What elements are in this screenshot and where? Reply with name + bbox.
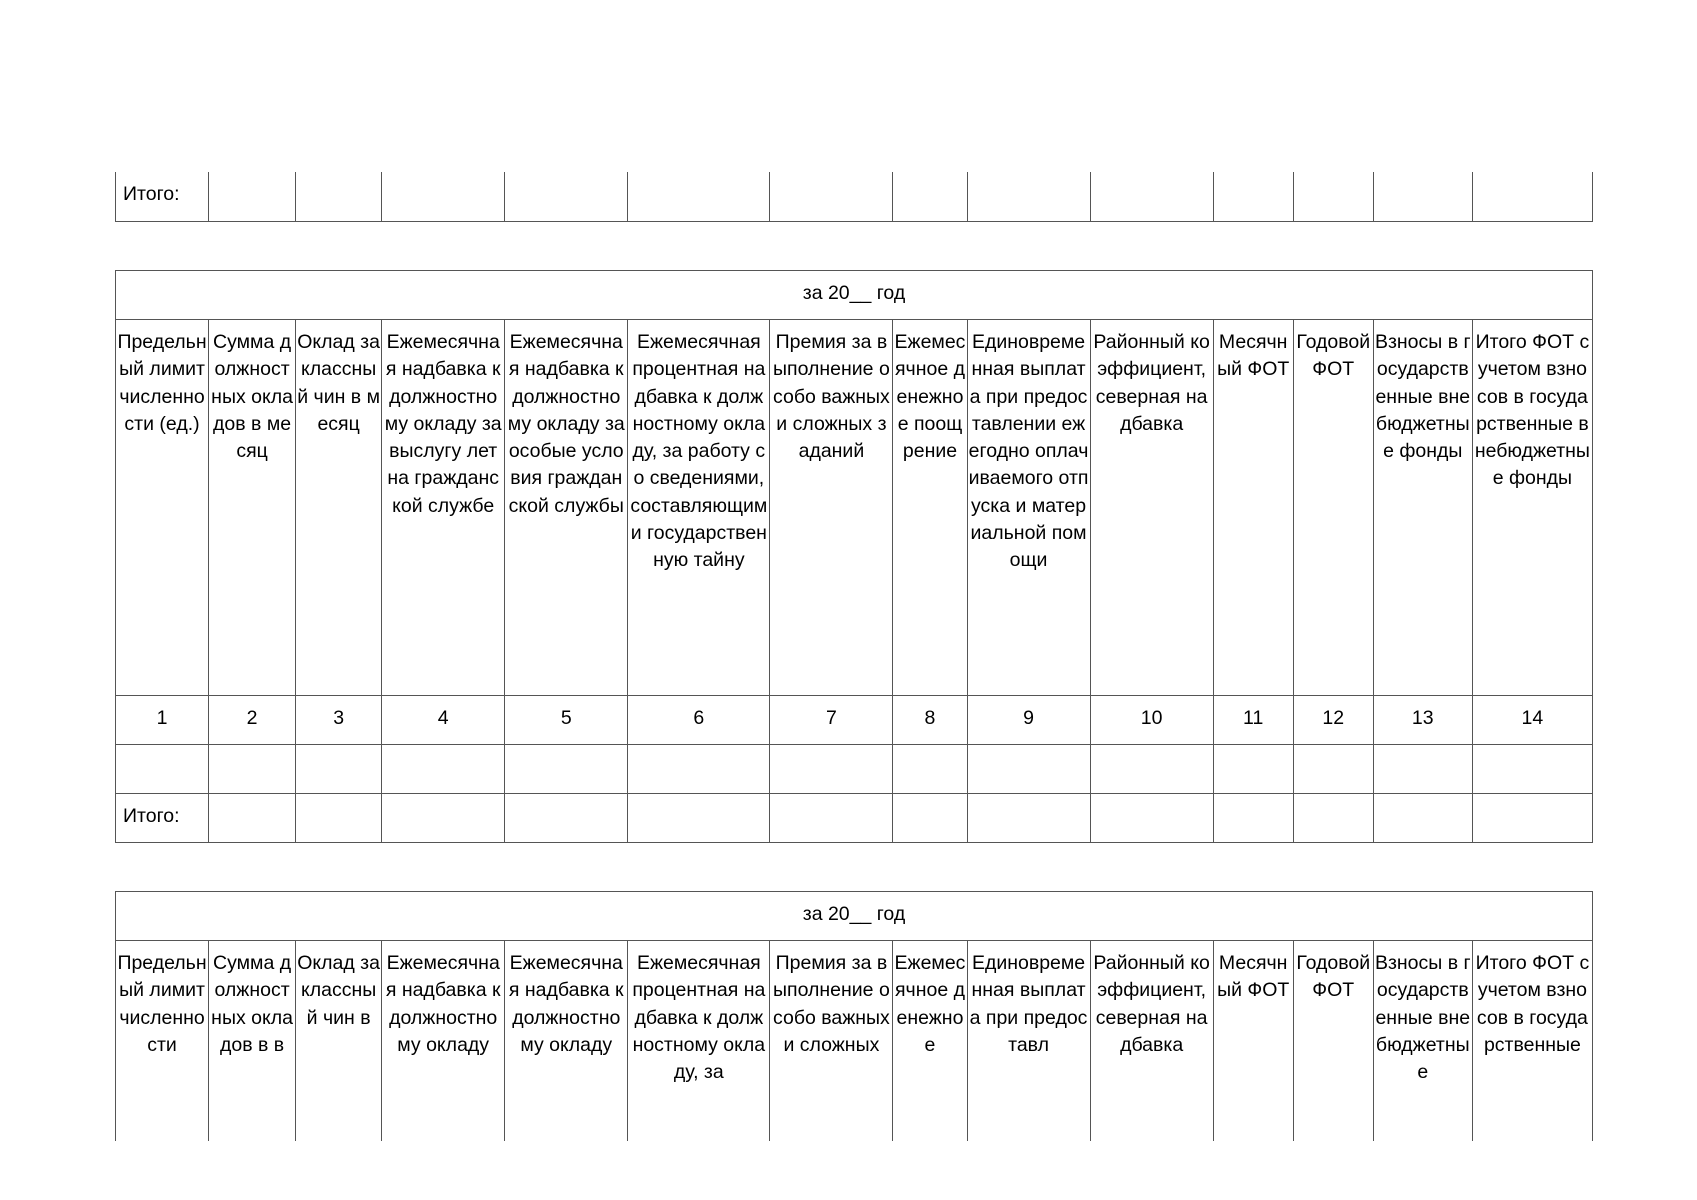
empty-cell[interactable]: [382, 745, 505, 794]
header-cell: Предельный лимит численности (ед.): [116, 320, 209, 696]
empty-cell[interactable]: [770, 745, 893, 794]
empty-cell[interactable]: [116, 745, 209, 794]
header-row: [116, 320, 1593, 696]
total-row: [116, 172, 1593, 221]
header-cell: Годовой ФОТ: [1293, 941, 1373, 1141]
header-cell: Единовременная выплата при предоставлении ежегодно оплачиваемого отпуска и материальной помощи: [967, 320, 1090, 696]
empty-cell[interactable]: [1213, 745, 1293, 794]
total-label: Итого:: [116, 172, 209, 221]
empty-cell[interactable]: [1213, 794, 1293, 843]
empty-cell[interactable]: [893, 172, 967, 221]
column-number-row: [116, 696, 1593, 745]
column-number: 12: [1293, 696, 1373, 745]
empty-cell[interactable]: [967, 794, 1090, 843]
empty-cell[interactable]: [382, 794, 505, 843]
empty-cell[interactable]: [1293, 745, 1373, 794]
empty-cell[interactable]: [628, 172, 770, 221]
column-number: 2: [209, 696, 296, 745]
header-cell: Районный коэффициент, северная надбавка: [1090, 320, 1213, 696]
empty-cell[interactable]: [296, 745, 382, 794]
year-title: за 20__ год: [116, 271, 1593, 320]
header-cell: Ежемесячная процентная надбавка к должностному окладу, за работу со сведениями, составляющими государственную тайну: [628, 320, 770, 696]
column-number: 7: [770, 696, 893, 745]
empty-cell[interactable]: [1472, 172, 1592, 221]
header-cell: Сумма должностных окладов в месяц: [209, 320, 296, 696]
empty-cell[interactable]: [1373, 794, 1472, 843]
empty-cell[interactable]: [893, 745, 967, 794]
data-row: [116, 745, 1593, 794]
header-cell: Предельный лимит численности: [116, 941, 209, 1141]
header-cell: Районный коэффициент, северная надбавка: [1090, 941, 1213, 1141]
header-cell: Ежемесячная надбавка к должностному окладу за особые условия гражданской службы: [505, 320, 628, 696]
empty-cell[interactable]: [1090, 172, 1213, 221]
empty-cell[interactable]: [296, 794, 382, 843]
header-cell: Ежемесячная надбавка к должностному окладу: [382, 941, 505, 1141]
header-cell: Итого ФОТ с учетом взносов в государственные: [1472, 941, 1592, 1141]
column-number: 13: [1373, 696, 1472, 745]
column-number: 8: [893, 696, 967, 745]
column-number: 14: [1472, 696, 1592, 745]
empty-cell[interactable]: [1472, 794, 1592, 843]
empty-cell[interactable]: [770, 794, 893, 843]
empty-cell[interactable]: [296, 172, 382, 221]
empty-cell[interactable]: [1373, 172, 1472, 221]
column-number: 1: [116, 696, 209, 745]
header-cell: Ежемесячная надбавка к должностному окладу: [505, 941, 628, 1141]
empty-cell[interactable]: [382, 172, 505, 221]
header-cell: Единовременная выплата при предоставл: [967, 941, 1090, 1141]
fot-table-year: [115, 270, 1593, 843]
empty-cell[interactable]: [209, 794, 296, 843]
empty-cell[interactable]: [1090, 745, 1213, 794]
header-cell: Ежемесячная процентная надбавка к должностному окладу, за: [628, 941, 770, 1141]
empty-cell[interactable]: [1090, 794, 1213, 843]
header-cell: Сумма должностных окладов в в: [209, 941, 296, 1141]
header-cell: Оклад за классный чин в: [296, 941, 382, 1141]
fot-table-previous-total: [115, 172, 1593, 222]
year-title: за 20__ год: [116, 892, 1593, 941]
empty-cell[interactable]: [628, 745, 770, 794]
column-number: 11: [1213, 696, 1293, 745]
fot-table-year-2: [115, 891, 1593, 1141]
empty-cell[interactable]: [770, 172, 893, 221]
header-cell: Итого ФОТ с учетом взносов в государственные внебюджетные фонды: [1472, 320, 1592, 696]
year-title-row: [116, 892, 1593, 941]
header-cell: Оклад за классный чин в месяц: [296, 320, 382, 696]
header-row: [116, 941, 1593, 1141]
empty-cell[interactable]: [967, 745, 1090, 794]
empty-cell[interactable]: [1472, 745, 1592, 794]
empty-cell[interactable]: [1373, 745, 1472, 794]
empty-cell[interactable]: [1293, 172, 1373, 221]
year-title-row: [116, 271, 1593, 320]
column-number: 5: [505, 696, 628, 745]
empty-cell[interactable]: [893, 794, 967, 843]
total-label: Итого:: [116, 794, 209, 843]
total-row: [116, 794, 1593, 843]
header-cell: Ежемесячная надбавка к должностному окладу за выслугу лет на гражданской службе: [382, 320, 505, 696]
empty-cell[interactable]: [505, 745, 628, 794]
empty-cell[interactable]: [209, 172, 296, 221]
column-number: 4: [382, 696, 505, 745]
header-cell: Премия за выполнение особо важных и сложных: [770, 941, 893, 1141]
empty-cell[interactable]: [628, 794, 770, 843]
header-cell: Месячный ФОТ: [1213, 320, 1293, 696]
column-number: 3: [296, 696, 382, 745]
header-cell: Взносы в государственные внебюджетные фонды: [1373, 320, 1472, 696]
header-cell: Ежемесячное денежное поощрение: [893, 320, 967, 696]
empty-cell[interactable]: [505, 794, 628, 843]
empty-cell[interactable]: [209, 745, 296, 794]
column-number: 6: [628, 696, 770, 745]
empty-cell[interactable]: [1213, 172, 1293, 221]
empty-cell[interactable]: [505, 172, 628, 221]
header-cell: Ежемесячное денежное: [893, 941, 967, 1141]
header-cell: Месячный ФОТ: [1213, 941, 1293, 1141]
empty-cell[interactable]: [1293, 794, 1373, 843]
column-number: 10: [1090, 696, 1213, 745]
header-cell: Годовой ФОТ: [1293, 320, 1373, 696]
header-cell: Премия за выполнение особо важных и сложных заданий: [770, 320, 893, 696]
header-cell: Взносы в государственные внебюджетные: [1373, 941, 1472, 1141]
column-number: 9: [967, 696, 1090, 745]
empty-cell[interactable]: [967, 172, 1090, 221]
